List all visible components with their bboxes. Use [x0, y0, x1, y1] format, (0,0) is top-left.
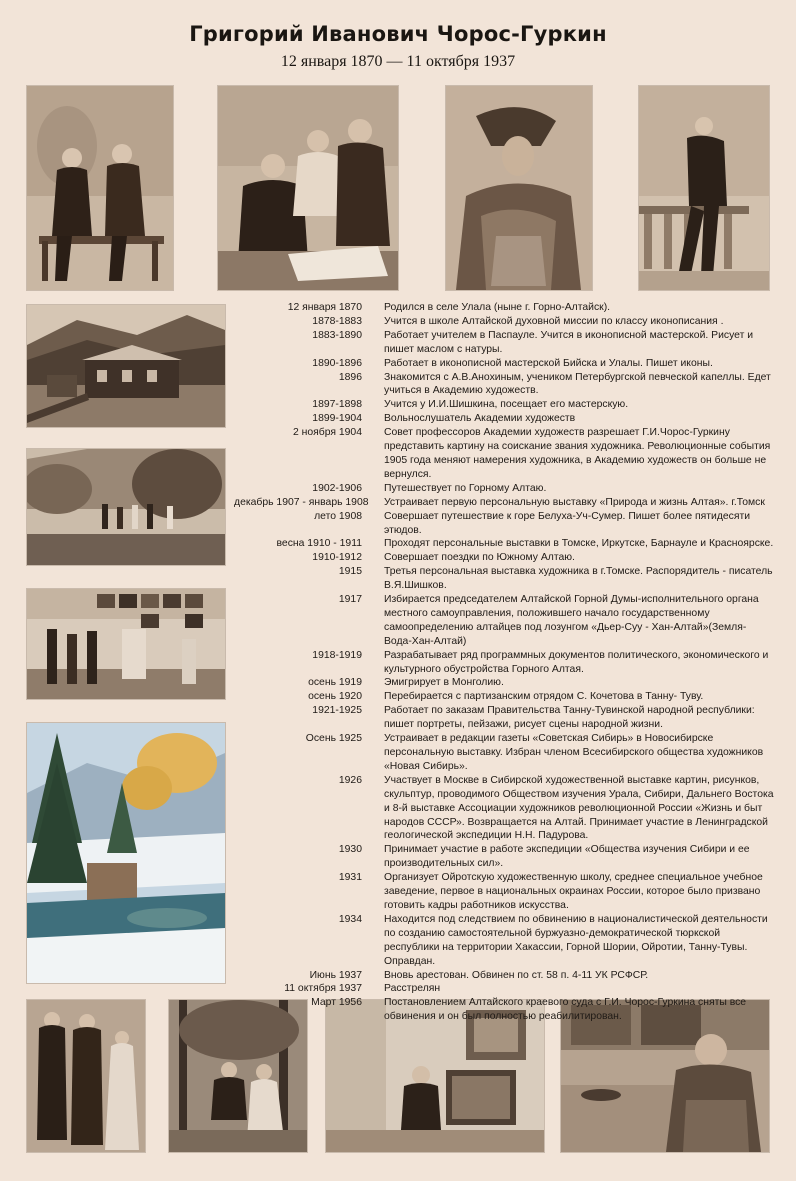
timeline-event: Устраивает в редакции газеты «Советская Сибирь» в Новосибирске персональную выставку. Избран членом Всесибирского общества художников «Новая Сибирь». [384, 733, 764, 772]
timeline-row [234, 357, 774, 371]
timeline-date: 1931 [338, 872, 362, 884]
photo-three-men-at-table [218, 86, 398, 290]
timeline-row [234, 329, 774, 357]
timeline-row [234, 913, 774, 969]
timeline-date: Июнь 1937 [309, 969, 362, 981]
timeline-event: Совершает поездки по Южному Алтаю. [384, 552, 575, 564]
photo-group-by-river [27, 449, 225, 565]
timeline-row [234, 482, 774, 496]
timeline-date: осень 1920 [308, 691, 362, 703]
timeline-date: 1934 [338, 913, 362, 925]
timeline-event: Принимает участие в работе экспедиции «Общества изучения Сибири и ее производительных сил». [384, 844, 750, 870]
timeline-event: Путешествует по Горному Алтаю. [384, 482, 547, 494]
timeline-date: 11 октября 1937 [284, 983, 362, 995]
timeline-event: Знакомится с А.В.Анохиным, учеником Петербургской певческой капеллы. Едет учиться в Академию художеств. [384, 371, 771, 397]
timeline-event: Совершает путешествие к горе Белуха-Уч-Сумер. Пишет более пятидесяти этюдов. [384, 510, 751, 536]
photo-man-in-fur-hat [446, 86, 592, 290]
timeline-event: Вольнослушатель Академии художеств [384, 413, 576, 425]
timeline-date: 1910-1912 [312, 552, 362, 564]
timeline-date: 1921-1925 [312, 705, 362, 717]
timeline-date: осень 1919 [308, 677, 362, 689]
timeline-row [234, 843, 774, 871]
timeline-row [234, 732, 774, 774]
timeline-date: 1878-1883 [312, 315, 362, 327]
timeline-row [234, 690, 774, 704]
timeline-row [234, 969, 774, 983]
timeline-date: 2 ноября 1904 [292, 427, 362, 439]
photo-man-by-balustrade [639, 86, 769, 290]
timeline-row [234, 412, 774, 426]
timeline-row [234, 565, 774, 593]
timeline-date: 1896 [338, 371, 362, 383]
timeline-date: 1897-1898 [312, 399, 362, 411]
photo-family-trio [27, 1000, 145, 1152]
timeline-row [234, 426, 774, 482]
timeline-event: Перебирается с партизанским отрядом С. Кочетова в Танну- Туву. [384, 691, 704, 703]
timeline-row [234, 301, 774, 315]
timeline-event: Учится у И.И.Шишкина, посещает его мастерскую. [384, 399, 629, 411]
timeline-row [234, 982, 774, 996]
timeline-row [234, 371, 774, 399]
biography-timeline [234, 301, 774, 1024]
timeline-event: Эмигрирует в Монголию. [384, 677, 504, 689]
photo-two-men-seated [27, 86, 173, 290]
painting-winter-landscape [27, 723, 225, 983]
page-title: Григорий Иванович Чорос-Гуркин [189, 22, 607, 46]
timeline-event: Проходят персональные выставки в Томске, Иркутске, Барнауле и Красноярске. [384, 538, 774, 550]
timeline-row [234, 649, 774, 677]
timeline-row [234, 676, 774, 690]
timeline-date: весна 1910 - 1911 [276, 538, 362, 550]
timeline-event: Участвует в Москве в Сибирской художественной выставке картин, рисунков, скульптур, проводимого Обществом изучения Урала, Сибири, Дальнего Востока и 8-й выставке Ассоциации художников революционной России «Жизнь и быт народов СССР». Возвращается на Алтай. Принимает участие в Ленинградской геологической экспедиции Н.Н. Падурова. [384, 774, 774, 842]
timeline-event: Вновь арестован. Обвинен по ст. 58 п. 4-11 УК РСФСР. [384, 969, 649, 981]
timeline-date: Март 1956 [311, 997, 362, 1009]
timeline-row [234, 996, 774, 1024]
timeline-date: лето 1908 [314, 510, 362, 522]
timeline-date: 1915 [338, 566, 362, 578]
timeline-date: 1883-1890 [312, 329, 362, 341]
timeline-row [234, 315, 774, 329]
photo-exhibition-hall [27, 589, 225, 699]
timeline-date: 1926 [338, 774, 362, 786]
timeline-event: Устраивает первую персональную выставку «Природа и жизнь Алтая». г.Томск [384, 496, 765, 508]
timeline-event: Совет профессоров Академии художеств разрешает Г.И.Чорос-Гуркину представить картину на соискание звания художника. Революционные события 1905 года меняют намерения художника, в Академию художеств он больше не вернулся. [384, 427, 771, 480]
timeline-event: Избирается председателем Алтайской Горной Думы-исполнительного органа местного самоуправления, положившего начало государственному самоопределению алтайцев под лозунгом «Дьер-Суу - Хан-Алтай»(Земля-Вода-Хан-Алтай) [384, 594, 759, 647]
timeline-row [234, 704, 774, 732]
timeline-date: Осень 1925 [305, 733, 362, 745]
timeline-date: 1902-1906 [312, 482, 362, 494]
timeline-date: 1930 [338, 844, 362, 856]
timeline-event: Работает в иконописной мастерской Бийска и Улалы. Пишет иконы. [384, 357, 713, 369]
timeline-row [234, 537, 774, 551]
timeline-row [234, 774, 774, 844]
timeline-row [234, 496, 774, 510]
timeline-row [234, 510, 774, 538]
life-dates: 12 января 1870 — 11 октября 1937 [280, 53, 516, 70]
timeline-event: Организует Ойротскую художественную школу, среднее специальное учебное заведение, первое в национальных окраинах России, которое было призвано готовить кадры работников искусства. [384, 872, 763, 911]
timeline-event: Постановлением Алтайского краевого суда с Г.И. Чорос-Гуркина сняты все обвинения и он был полностью реабилитирован. [384, 997, 747, 1023]
timeline-event: Находится под следствием по обвинению в националистической деятельности по созданию самостоятельной буржуазно-демократической тюркской республики на территории Хакассии, Горной Шории, Ойротии, Танну-Тувы. Оправдан. [384, 913, 768, 967]
timeline-event: Родился в селе Улала (ныне г. Горно-Алтайск). [384, 302, 611, 313]
timeline-row [234, 551, 774, 565]
timeline-date: 1917 [338, 594, 362, 606]
timeline-date: 1890-1896 [312, 357, 362, 369]
timeline-event: Работает по заказам Правительства Танну-Тувинской народной республики: пишет портреты, пейзажи, рисует сцены народной жизни. [384, 705, 755, 731]
timeline-event: Расстрелян [384, 983, 441, 995]
timeline-date: 1899-1904 [312, 413, 362, 425]
timeline-row [234, 398, 774, 412]
timeline-row [234, 871, 774, 913]
timeline-event: Учится в школе Алтайской духовной миссии по классу иконописания . [384, 315, 724, 327]
timeline-row [234, 593, 774, 649]
timeline-date: 1918-1919 [312, 649, 362, 661]
timeline-event: Третья персональная выставка художника в г.Томске. Распорядитель - писатель В.Я.Шишков. [384, 566, 773, 592]
timeline-event: Разрабатывает ряд программных документов политического, экономического и культурного обустройства Горного Алтая. [384, 649, 769, 675]
timeline-date: 12 января 1870 [287, 302, 362, 313]
timeline-date: декабрь 1907 - январь 1908 [234, 496, 369, 508]
timeline-event: Работает учителем в Паспауле. Учится в иконописной мастерской. Рисует и пишет маслом с натуры. [384, 329, 754, 355]
photo-wooden-house-in-mountains [27, 305, 225, 427]
